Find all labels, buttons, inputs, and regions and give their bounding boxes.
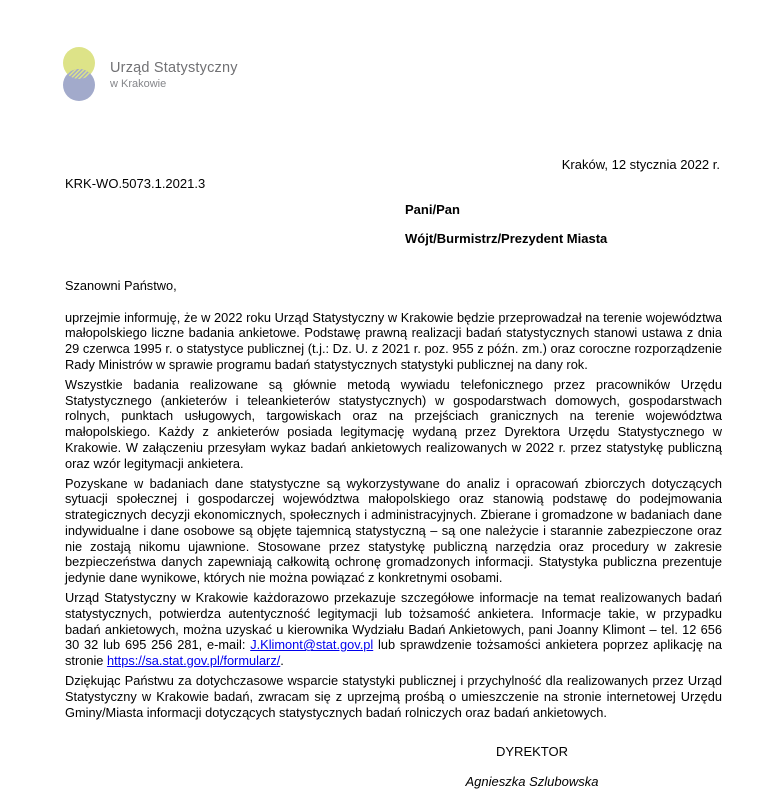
letter-body — [65, 278, 722, 720]
overlapping-circles-icon — [62, 46, 96, 102]
paragraph-data-confidentiality: Pozyskane w badaniach dane statystyczne są wykorzystywane do analiz i opracowań zbiorczych dotyczących sytuacji społecznej i gospodarczej województwa małopolskiego oraz stanowią podstawę do podejmowania strategicznych decyzji ekonomicznych, społecznych i administracyjnych. Zbierane i gromadzone w badaniach dane indywidualne i dane osobowe są objęte tajemnicą statystyczną – są one należycie i starannie zabezpieczone oraz nie zostają nikomu ujawnione. Stosowane przez statystykę publiczną narzędzia oraz procedury w zakresie bezpieczeństwa danych zapewniają całkowitą ochronę gromadzonych informacji. Statystyka publiczna prezentuje jedynie dane wynikowe, których nie można powiązać z konkretnymi osobami. — [65, 475, 722, 585]
date-line: Kraków, 12 stycznia 2022 r. — [561, 157, 720, 172]
signature-name: Agnieszka Szlubowska — [465, 774, 599, 789]
paragraph-legal-basis: uprzejmie informuję, że w 2022 roku Urząd Statystyczny w Krakowie będzie przeprowadzał na terenie województwa małopolskiego liczne badania ankietowe. Podstawę prawną realizacji badań statystycznych stanowi ustawa z dnia 29 czerwca 1995 r. o statystyce publicznej (t.j.: Dz. U. z 2021 r. poz. 955 z późn. zm.) oraz coroczne rozporządzenie Rady Ministrów w sprawie programu badań statystycznych statystyki publicznej na dany rok. — [65, 309, 722, 372]
email-link[interactable]: J.Klimont@stat.gov.pl — [250, 637, 374, 653]
paragraph-contact-info — [65, 590, 722, 669]
statistical-office-logo — [62, 46, 238, 102]
logo-text — [110, 60, 238, 90]
addressee-block — [405, 202, 607, 246]
contact-text-after-url: . — [280, 652, 284, 668]
contact-text-between-links: lub sprawdzenie tożsamości ankietera poprzez aplikację na stronie — [65, 637, 722, 668]
contact-text-before-email: Urząd Statystyczny w Krakowie każdorazowo przekazuje szczegółowe informacje na temat realizowanych badań statystycznych, potwierdza autentyczność legitymacji lub tożsamość ankietera. Informacje takie, w przypadku badań ankietowych, można uzyskać u kierownika Wydziału Badań Ankietowych, pani Joanny Klimont – tel. 12 656 30 32 lub 695 256 281, e-mail: — [65, 590, 722, 653]
logo-org-location: w Krakowie — [110, 78, 167, 90]
logo-org-name: Urząd Statystyczny — [110, 60, 238, 76]
reference-number: KRK-WO.5073.1.2021.3 — [65, 176, 206, 191]
addressee-title: Wójt/Burmistrz/Prezydent Miasta — [405, 231, 608, 246]
paragraph-request: Dziękując Państwu za dotychczasowe wsparcie statystyki publicznej i przychylność dla realizowanych przez Urząd Statystyczny w Krakowie badań, zwracam się z uprzejmą prośbą o umieszczenie na stronie internetowej Urzędu Gminy/Miasta informacji dotyczących statystycznych badań rolniczych oraz badań ankietowych. — [65, 673, 722, 720]
paragraph-survey-method: Wszystkie badania realizowane są głównie metodą wywiadu telefonicznego przez pracowników Urzędu Statystycznego (ankieterów i teleankieterów statystycznych) w gospodarstwach domowych, gospodarstwach rolnych, punktach usługowych, targowiskach oraz na przejściach granicznych na terenie województwa małopolskiego. Każdy z ankieterów posiada legitymację wydaną przez Dyrektora Urzędu Statystycznego w Krakowie. W załączeniu przesyłam wykaz badań ankietowych realizowanych w 2022 r. przez statystykę publiczną oraz wzór legitymacji ankietera. — [65, 377, 722, 471]
salutation: Szanowni Państwo, — [65, 278, 177, 293]
verification-url-link[interactable]: https://sa.stat.gov.pl/formularz/ — [106, 652, 281, 668]
signature-block — [402, 744, 662, 789]
signature-title: DYREKTOR — [496, 744, 568, 759]
addressee-salutation: Pani/Pan — [405, 202, 460, 217]
